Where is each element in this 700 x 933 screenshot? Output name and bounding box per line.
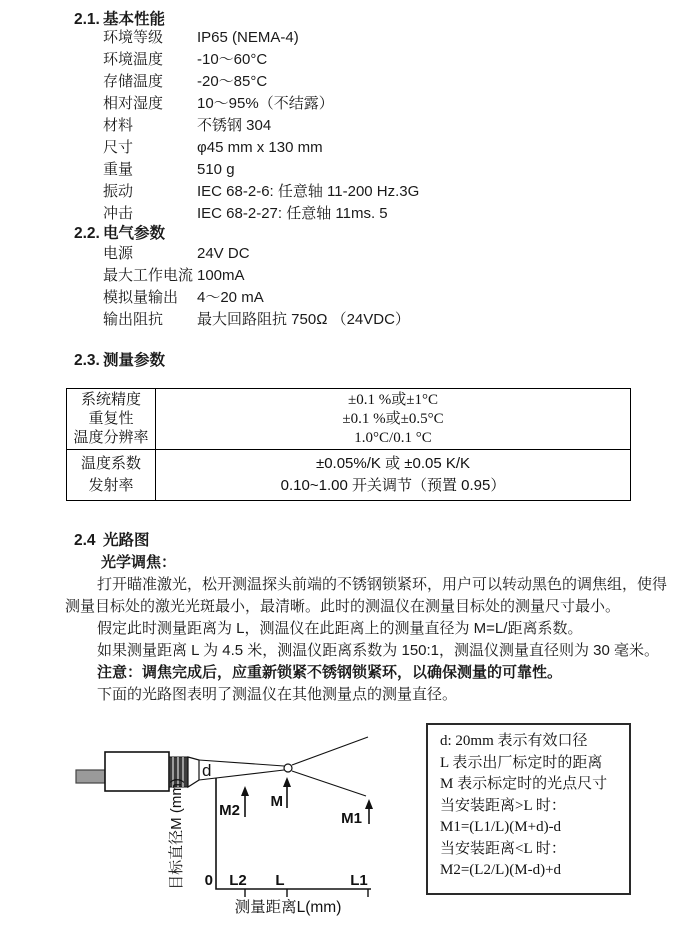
spec-label: 存储温度 bbox=[103, 73, 164, 90]
table-row bbox=[67, 389, 630, 450]
formula-line: 当安装距离>L 时： bbox=[440, 797, 566, 814]
beam-diverging-lines bbox=[292, 737, 368, 796]
section-number: 2.4 bbox=[74, 532, 96, 549]
section-heading-electrical-parameters bbox=[74, 221, 165, 243]
spec-label: 重量 bbox=[103, 161, 134, 178]
paragraph-line: 打开瞄准激光，松开测温探头前端的不锈钢锁紧环，用户可以转动黑色的调焦组，使得 bbox=[97, 576, 668, 593]
spec-row bbox=[103, 265, 410, 287]
paragraph-line: 假定此时测量距离为 L，测温仪在此距离上的测量直径为 M=L/距离系数。 bbox=[97, 620, 583, 637]
spec-value: 4～20 mA bbox=[197, 289, 264, 306]
spec-value: 最大回路阻抗 750Ω （24VDC） bbox=[197, 311, 410, 328]
m-arrow-head bbox=[283, 777, 291, 787]
axis-tick-label-l2: L2 bbox=[229, 872, 247, 889]
paragraph-line: 测量目标处的激光光斑最小，最清晰。此时的测温仪在测量目标处的测量尺寸最小。 bbox=[65, 598, 621, 615]
spec-value: IEC 68-2-27: 任意轴 11ms. 5 bbox=[197, 205, 388, 222]
spec-row bbox=[103, 181, 419, 203]
sensor-cable-stub bbox=[76, 770, 105, 783]
spec-value: IP65 (NEMA-4) bbox=[197, 29, 299, 46]
axis-tick-label-l: L bbox=[275, 872, 285, 889]
section-number: 2.3. bbox=[74, 352, 100, 369]
spec-label: 最大工作电流 bbox=[103, 267, 194, 284]
table-label-line: 系统精度 bbox=[80, 391, 141, 408]
m1-arrow-head bbox=[365, 799, 373, 809]
formula-line: L 表示出厂标定时的距离 bbox=[440, 754, 603, 771]
axis-tick-label-l1: L1 bbox=[350, 872, 368, 889]
section-title: 光路图 bbox=[103, 532, 150, 549]
section-number: 2.1. bbox=[74, 11, 100, 28]
section-heading-basic-performance bbox=[74, 7, 165, 29]
spec-label: 相对湿度 bbox=[103, 95, 164, 112]
section-heading-optical-path bbox=[74, 528, 150, 550]
table-label-line: 温度分辨率 bbox=[73, 429, 149, 446]
paragraph-line: 下面的光路图表明了测温仪在其他测量点的测量直径。 bbox=[97, 686, 458, 703]
m-label: M bbox=[270, 793, 283, 810]
formula-line: d: 20mm 表示有效口径 bbox=[440, 733, 588, 749]
focus-point bbox=[284, 764, 292, 772]
table-label-cell bbox=[67, 389, 156, 449]
table-label-line: 重复性 bbox=[88, 410, 134, 427]
basic-performance-list bbox=[103, 27, 419, 225]
section-title: 基本性能 bbox=[103, 11, 166, 28]
table-value-cell bbox=[156, 389, 630, 449]
spec-label: 尺寸 bbox=[103, 139, 134, 156]
spec-label: 材料 bbox=[103, 117, 134, 134]
measurement-parameters-table bbox=[66, 388, 631, 501]
table-value-cell bbox=[156, 450, 630, 500]
spec-value: 24V DC bbox=[197, 245, 250, 262]
aperture-label: d bbox=[202, 761, 212, 780]
spec-label: 输出阻抗 bbox=[103, 311, 164, 328]
spec-row bbox=[103, 137, 419, 159]
x-axis-label: 测量距离L(mm) bbox=[234, 899, 342, 916]
spec-label: 电源 bbox=[103, 245, 134, 262]
y-axis-label: 目标直径M (mm) bbox=[168, 778, 185, 890]
spec-label: 模拟量输出 bbox=[103, 289, 179, 306]
axis-ticks bbox=[245, 889, 368, 897]
spec-row bbox=[103, 49, 419, 71]
table-label-line: 温度系数 bbox=[80, 456, 141, 472]
spec-value: 100mA bbox=[197, 267, 245, 284]
section-number: 2.2. bbox=[74, 225, 100, 242]
m1-label: M1 bbox=[341, 810, 362, 827]
table-label-line: 发射率 bbox=[88, 478, 134, 494]
spec-label: 环境等级 bbox=[103, 29, 164, 46]
spec-value: 510 g bbox=[197, 161, 235, 178]
spec-row bbox=[103, 71, 419, 93]
spec-row bbox=[103, 159, 419, 181]
spec-value: -10～60°C bbox=[197, 51, 268, 68]
beam-converging-lines bbox=[199, 760, 284, 780]
sensor-body bbox=[105, 752, 169, 791]
spec-row bbox=[103, 93, 419, 115]
formula-box bbox=[426, 723, 631, 895]
section-title: 电气参数 bbox=[103, 225, 166, 242]
spec-row bbox=[103, 309, 410, 331]
spec-value: φ45 mm x 130 mm bbox=[197, 139, 323, 156]
spec-value: 不锈钢 304 bbox=[197, 117, 272, 134]
sensor-lens-nose bbox=[188, 757, 199, 787]
paragraph-note-line: 注意：调焦完成后，应重新锁紧不锈钢锁紧环，以确保测量的可靠性。 bbox=[97, 664, 563, 681]
m2-arrow-head bbox=[241, 786, 249, 796]
paragraph-line: 如果测量距离 L 为 4.5 米，测温仪距离系数为 150:1，测温仪测量直径则为 30 毫米。 bbox=[97, 642, 660, 659]
table-value-line: ±0.1 %或±0.5°C bbox=[342, 410, 444, 427]
electrical-parameters-list bbox=[103, 243, 410, 331]
axis-origin-label: 0 bbox=[204, 872, 213, 889]
table-row bbox=[67, 450, 630, 500]
spec-row bbox=[103, 115, 419, 137]
spec-value: IEC 68-2-6: 任意轴 11-200 Hz.3G bbox=[197, 183, 420, 200]
formula-line: M1=(L1/L)(M+d)-d bbox=[440, 819, 562, 835]
optical-focusing-subheading: 光学调焦： bbox=[101, 554, 177, 571]
spec-row bbox=[103, 243, 410, 265]
table-label-cell bbox=[67, 450, 156, 500]
spec-row bbox=[103, 287, 410, 309]
table-value-line: 0.10~1.00 开关调节（预置 0.95） bbox=[280, 477, 506, 494]
formula-line: 当安装距离<L 时： bbox=[440, 840, 566, 857]
m2-label: M2 bbox=[219, 802, 240, 819]
table-value-line: ±0.1 %或±1°C bbox=[348, 391, 438, 408]
formula-line: M 表示标定时的光点尺寸 bbox=[440, 776, 608, 792]
section-heading-measurement-parameters bbox=[74, 348, 165, 370]
spec-label: 冲击 bbox=[103, 205, 134, 222]
table-value-line: 1.0°C/0.1 °C bbox=[354, 429, 432, 446]
spec-value: 10～95%（不结露） bbox=[197, 95, 334, 112]
formula-line: M2=(L2/L)(M-d)+d bbox=[440, 862, 562, 878]
spec-label: 环境温度 bbox=[103, 51, 164, 68]
table-value-line: ±0.05%/K 或 ±0.05 K/K bbox=[315, 455, 471, 472]
spec-label: 振动 bbox=[103, 183, 134, 200]
spec-row bbox=[103, 27, 419, 49]
spec-value: -20～85°C bbox=[197, 73, 268, 90]
section-title: 测量参数 bbox=[103, 352, 166, 369]
